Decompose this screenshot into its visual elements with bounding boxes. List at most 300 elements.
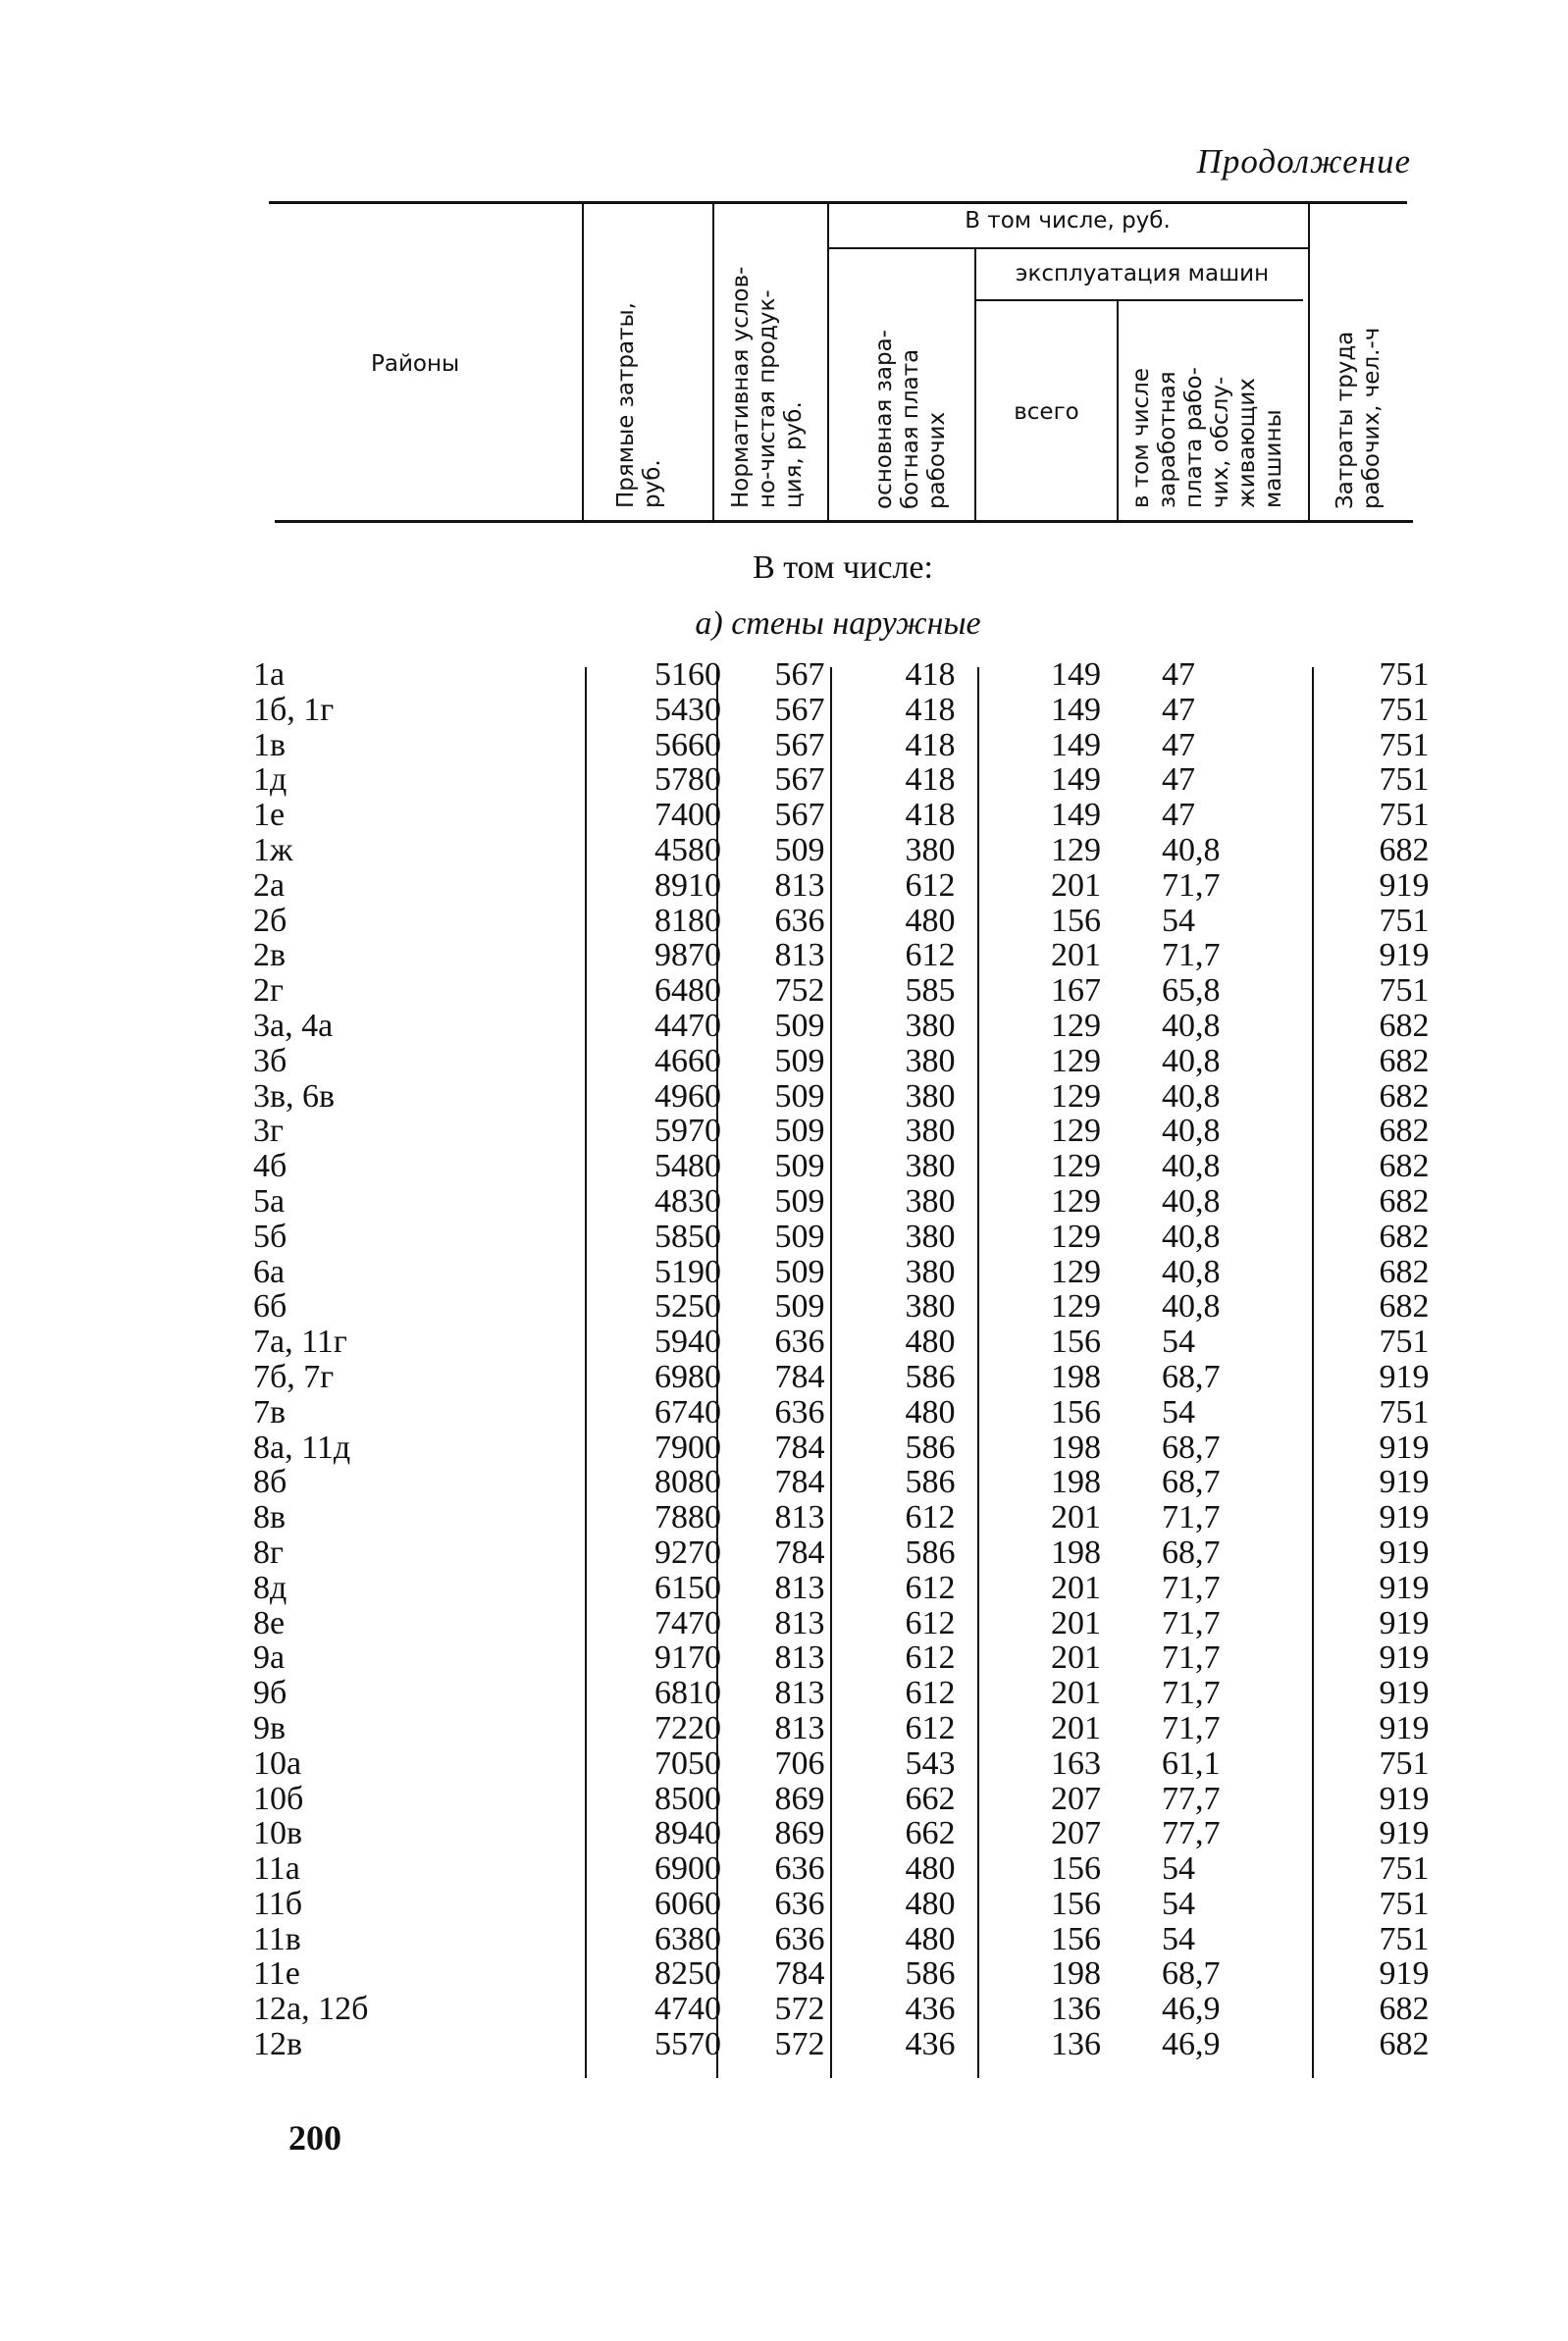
district-cell: 3б (253, 1042, 287, 1079)
table-row (253, 1676, 1458, 1711)
normative-production-cell: 813 (774, 866, 825, 904)
direct-costs-cell: 9870 (654, 937, 721, 974)
machine-wage-cell: 40,8 (1162, 1182, 1221, 1220)
machine-total-cell: 129 (1051, 1042, 1101, 1079)
machine-total-cell: 198 (1051, 1358, 1101, 1395)
normative-production-cell: 813 (774, 937, 825, 974)
labor-costs-cell: 751 (1379, 726, 1430, 763)
base-wage-cell: 586 (905, 1955, 956, 1993)
labor-costs-cell: 751 (1379, 797, 1430, 834)
normative-production-cell: 636 (774, 1885, 825, 1922)
direct-costs-cell: 5570 (654, 2026, 721, 2063)
normative-production-cell: 572 (774, 2026, 825, 2063)
labor-costs-cell: 682 (1379, 1288, 1430, 1326)
normative-production-cell: 567 (774, 656, 825, 693)
base-wage-cell: 418 (905, 726, 956, 763)
district-cell: 6а (253, 1253, 286, 1290)
district-cell: 7а, 11г (253, 1324, 347, 1361)
header-divider-2 (712, 203, 714, 520)
district-cell: 1ж (253, 831, 293, 868)
machine-wage-cell: 40,8 (1162, 1113, 1221, 1150)
labor-costs-cell: 751 (1379, 1393, 1430, 1431)
table-row (253, 973, 1458, 1009)
district-cell: 8д (253, 1569, 287, 1606)
table-row (253, 1956, 1458, 1992)
labor-costs-cell: 682 (1379, 1182, 1430, 1220)
district-cell: 12а, 12б (253, 1991, 369, 2028)
district-cell: 9б (253, 1675, 287, 1712)
machine-total-cell: 201 (1051, 1709, 1101, 1746)
header-including-group: В том числе, руб. (965, 208, 1171, 234)
direct-costs-cell: 5940 (654, 1324, 721, 1361)
direct-costs-cell: 8910 (654, 866, 721, 904)
base-wage-cell: 418 (905, 656, 956, 693)
district-cell: 5б (253, 1218, 287, 1255)
labor-costs-cell: 682 (1379, 1007, 1430, 1044)
machine-wage-cell: 65,8 (1162, 972, 1221, 1010)
machine-total-cell: 129 (1051, 1113, 1101, 1150)
base-wage-cell: 612 (905, 1604, 956, 1641)
base-wage-cell: 612 (905, 1569, 956, 1606)
normative-production-cell: 509 (774, 1182, 825, 1220)
header-divider-3 (827, 203, 829, 520)
machine-total-cell: 136 (1051, 2026, 1101, 2063)
machine-wage-cell: 54 (1162, 1920, 1195, 1957)
base-wage-cell: 662 (905, 1780, 956, 1817)
table-row (253, 1044, 1458, 1079)
labor-costs-cell: 919 (1379, 1358, 1430, 1395)
district-cell: 6б (253, 1288, 287, 1326)
district-cell: 11б (253, 1885, 303, 1922)
header-direct-costs: Прямые затраты, руб. (613, 302, 665, 508)
direct-costs-cell: 5250 (654, 1288, 721, 1326)
base-wage-cell: 380 (905, 1218, 956, 1255)
district-cell: 11е (253, 1955, 300, 1993)
machine-wage-cell: 47 (1162, 797, 1195, 834)
machine-wage-cell: 71,7 (1162, 1639, 1221, 1677)
normative-production-cell: 813 (774, 1639, 825, 1677)
direct-costs-cell: 6810 (654, 1675, 721, 1712)
machine-wage-cell: 46,9 (1162, 2026, 1221, 2063)
table-row (253, 1149, 1458, 1184)
district-cell: 1д (253, 761, 287, 799)
district-cell: 3в, 6в (253, 1077, 336, 1115)
labor-costs-cell: 919 (1379, 1639, 1430, 1677)
table-row (253, 1711, 1458, 1746)
machine-total-cell: 129 (1051, 1182, 1101, 1220)
machine-total-cell: 207 (1051, 1780, 1101, 1817)
direct-costs-cell: 5160 (654, 656, 721, 693)
table-row (253, 1816, 1458, 1851)
machine-total-cell: 198 (1051, 1955, 1101, 1993)
base-wage-cell: 380 (905, 1042, 956, 1079)
header-district: Районы (371, 351, 460, 377)
machine-wage-cell: 77,7 (1162, 1815, 1221, 1852)
data-table (253, 657, 1458, 2062)
machine-wage-cell: 40,8 (1162, 1218, 1221, 1255)
direct-costs-cell: 7900 (654, 1429, 721, 1466)
base-wage-cell: 480 (905, 902, 956, 939)
machine-total-cell: 156 (1051, 1393, 1101, 1431)
labor-costs-cell: 919 (1379, 1604, 1430, 1641)
table-row (253, 1220, 1458, 1255)
machine-total-cell: 163 (1051, 1744, 1101, 1782)
labor-costs-cell: 751 (1379, 1920, 1430, 1957)
labor-costs-cell: 682 (1379, 1042, 1430, 1079)
machine-wage-cell: 40,8 (1162, 1148, 1221, 1185)
direct-costs-cell: 9270 (654, 1534, 721, 1571)
direct-costs-cell: 8250 (654, 1955, 721, 1993)
base-wage-cell: 480 (905, 1393, 956, 1431)
labor-costs-cell: 919 (1379, 1675, 1430, 1712)
machine-wage-cell: 54 (1162, 1393, 1195, 1431)
machine-wage-cell: 54 (1162, 1885, 1195, 1922)
header-bottom-rule (275, 520, 1413, 523)
machine-wage-cell: 71,7 (1162, 1569, 1221, 1606)
labor-costs-cell: 751 (1379, 1324, 1430, 1361)
normative-production-cell: 509 (774, 831, 825, 868)
machine-total-cell: 201 (1051, 1499, 1101, 1536)
machine-total-cell: 198 (1051, 1464, 1101, 1501)
district-cell: 3г (253, 1113, 284, 1150)
machine-wage-cell: 61,1 (1162, 1744, 1221, 1782)
machine-total-cell: 129 (1051, 1077, 1101, 1115)
table-row (253, 1289, 1458, 1325)
normative-production-cell: 509 (774, 1042, 825, 1079)
base-wage-cell: 418 (905, 761, 956, 799)
direct-costs-cell: 6380 (654, 1920, 721, 1957)
district-cell: 1б, 1г (253, 691, 335, 728)
direct-costs-cell: 5190 (654, 1253, 721, 1290)
labor-costs-cell: 919 (1379, 1815, 1430, 1852)
base-wage-cell: 480 (905, 1850, 956, 1888)
machine-total-cell: 156 (1051, 1885, 1101, 1922)
direct-costs-cell: 4470 (654, 1007, 721, 1044)
machine-wage-cell: 54 (1162, 1324, 1195, 1361)
direct-costs-cell: 4960 (654, 1077, 721, 1115)
direct-costs-cell: 7220 (654, 1709, 721, 1746)
table-row (253, 1009, 1458, 1044)
district-cell: 8б (253, 1464, 287, 1501)
table-row (253, 2027, 1458, 2062)
machine-wage-cell: 68,7 (1162, 1955, 1221, 1993)
continuation-label: Продолжение (1196, 142, 1411, 181)
direct-costs-cell: 5780 (654, 761, 721, 799)
base-wage-cell: 418 (905, 797, 956, 834)
machine-total-cell: 156 (1051, 1850, 1101, 1888)
machine-wage-cell: 47 (1162, 761, 1195, 799)
header-divider-5 (1117, 300, 1119, 520)
labor-costs-cell: 682 (1379, 831, 1430, 868)
base-wage-cell: 480 (905, 1324, 956, 1361)
table-row (253, 1922, 1458, 1957)
normative-production-cell: 509 (774, 1077, 825, 1115)
labor-costs-cell: 751 (1379, 691, 1430, 728)
table-row (253, 1571, 1458, 1606)
table-row (253, 833, 1458, 868)
base-wage-cell: 662 (905, 1815, 956, 1852)
normative-production-cell: 572 (774, 1991, 825, 2028)
machine-wage-cell: 47 (1162, 656, 1195, 693)
table-row (253, 693, 1458, 728)
labor-costs-cell: 919 (1379, 866, 1430, 904)
machine-total-cell: 129 (1051, 1148, 1101, 1185)
base-wage-cell: 380 (905, 1288, 956, 1326)
machine-total-cell: 129 (1051, 831, 1101, 868)
labor-costs-cell: 751 (1379, 656, 1430, 693)
direct-costs-cell: 6150 (654, 1569, 721, 1606)
machine-wage-cell: 71,7 (1162, 866, 1221, 904)
district-cell: 7б, 7г (253, 1358, 335, 1395)
machine-total-cell: 156 (1051, 1324, 1101, 1361)
labor-costs-cell: 682 (1379, 1253, 1430, 1290)
normative-production-cell: 752 (774, 972, 825, 1010)
machine-wage-cell: 40,8 (1162, 831, 1221, 868)
direct-costs-cell: 8940 (654, 1815, 721, 1852)
base-wage-cell: 480 (905, 1920, 956, 1957)
base-wage-cell: 612 (905, 1499, 956, 1536)
machine-total-cell: 201 (1051, 1639, 1101, 1677)
direct-costs-cell: 4740 (654, 1991, 721, 2028)
direct-costs-cell: 5970 (654, 1113, 721, 1150)
machine-total-cell: 156 (1051, 902, 1101, 939)
table-row (253, 1500, 1458, 1535)
machine-total-cell: 201 (1051, 866, 1101, 904)
labor-costs-cell: 919 (1379, 1780, 1430, 1817)
table-row (253, 1782, 1458, 1817)
normative-production-cell: 567 (774, 797, 825, 834)
base-wage-cell: 380 (905, 1077, 956, 1115)
header-machine-group: эксплуатация машин (1015, 261, 1270, 286)
machine-total-cell: 129 (1051, 1007, 1101, 1044)
district-cell: 5а (253, 1182, 286, 1220)
header-base-wage: основная зара- ботная плата рабочих (871, 330, 950, 509)
header-machine-wage: в том числе заработная плата рабо- чих, обслу- живающих машины (1128, 367, 1286, 508)
machine-group-rule (974, 299, 1303, 301)
subsection-title: а) стены наружные (695, 605, 981, 642)
district-cell: 2б (253, 902, 287, 939)
machine-total-cell: 198 (1051, 1429, 1101, 1466)
header-labor-costs: Затраты труда рабочих, чел.-ч (1333, 327, 1385, 509)
base-wage-cell: 612 (905, 1639, 956, 1677)
machine-wage-cell: 77,7 (1162, 1780, 1221, 1817)
table-row (253, 1184, 1458, 1220)
machine-total-cell: 201 (1051, 937, 1101, 974)
normative-production-cell: 567 (774, 761, 825, 799)
district-cell: 2а (253, 866, 286, 904)
machine-wage-cell: 40,8 (1162, 1007, 1221, 1044)
direct-costs-cell: 4580 (654, 831, 721, 868)
table-row (253, 1535, 1458, 1571)
normative-production-cell: 784 (774, 1955, 825, 1993)
machine-wage-cell: 68,7 (1162, 1429, 1221, 1466)
table-row (253, 1325, 1458, 1360)
machine-total-cell: 129 (1051, 1218, 1101, 1255)
labor-costs-cell: 682 (1379, 2026, 1430, 2063)
base-wage-cell: 380 (905, 1253, 956, 1290)
base-wage-cell: 418 (905, 691, 956, 728)
normative-production-cell: 636 (774, 1920, 825, 1957)
base-wage-cell: 612 (905, 1709, 956, 1746)
district-cell: 2г (253, 972, 284, 1010)
machine-total-cell: 149 (1051, 761, 1101, 799)
district-cell: 8а, 11д (253, 1429, 351, 1466)
labor-costs-cell: 919 (1379, 1709, 1430, 1746)
base-wage-cell: 436 (905, 1991, 956, 2028)
direct-costs-cell: 6060 (654, 1885, 721, 1922)
header-divider-4 (974, 248, 976, 520)
header-machine-total: всего (1014, 399, 1079, 425)
machine-wage-cell: 46,9 (1162, 1991, 1221, 2028)
normative-production-cell: 784 (774, 1429, 825, 1466)
labor-costs-cell: 682 (1379, 1148, 1430, 1185)
district-cell: 9в (253, 1709, 287, 1746)
base-wage-cell: 380 (905, 831, 956, 868)
machine-total-cell: 207 (1051, 1815, 1101, 1852)
direct-costs-cell: 6900 (654, 1850, 721, 1888)
section-title: В том числе: (753, 549, 933, 586)
base-wage-cell: 380 (905, 1148, 956, 1185)
machine-total-cell: 167 (1051, 972, 1101, 1010)
district-cell: 8в (253, 1499, 287, 1536)
normative-production-cell: 509 (774, 1253, 825, 1290)
district-cell: 7в (253, 1393, 287, 1431)
district-cell: 1е (253, 797, 286, 834)
machine-wage-cell: 71,7 (1162, 1709, 1221, 1746)
machine-total-cell: 136 (1051, 1991, 1101, 2028)
machine-wage-cell: 71,7 (1162, 937, 1221, 974)
table-row (253, 868, 1458, 904)
normative-production-cell: 509 (774, 1148, 825, 1185)
normative-production-cell: 784 (774, 1534, 825, 1571)
labor-costs-cell: 919 (1379, 1464, 1430, 1501)
normative-production-cell: 509 (774, 1288, 825, 1326)
machine-wage-cell: 54 (1162, 1850, 1195, 1888)
normative-production-cell: 784 (774, 1358, 825, 1395)
base-wage-cell: 380 (905, 1007, 956, 1044)
machine-total-cell: 156 (1051, 1920, 1101, 1957)
direct-costs-cell: 7400 (654, 797, 721, 834)
table-row (253, 1114, 1458, 1149)
machine-total-cell: 129 (1051, 1253, 1101, 1290)
labor-costs-cell: 751 (1379, 972, 1430, 1010)
labor-costs-cell: 751 (1379, 1744, 1430, 1782)
base-wage-cell: 612 (905, 1675, 956, 1712)
base-wage-cell: 380 (905, 1182, 956, 1220)
district-cell: 8г (253, 1534, 284, 1571)
table-row (253, 1395, 1458, 1431)
normative-production-cell: 706 (774, 1744, 825, 1782)
district-cell: 1в (253, 726, 287, 763)
base-wage-cell: 586 (905, 1464, 956, 1501)
direct-costs-cell: 6980 (654, 1358, 721, 1395)
machine-wage-cell: 71,7 (1162, 1604, 1221, 1641)
labor-costs-cell: 682 (1379, 1113, 1430, 1150)
labor-costs-cell: 751 (1379, 902, 1430, 939)
normative-production-cell: 636 (774, 1850, 825, 1888)
direct-costs-cell: 7880 (654, 1499, 721, 1536)
district-cell: 10б (253, 1780, 304, 1817)
header-top-rule (269, 201, 1407, 204)
table-row (253, 1640, 1458, 1676)
machine-total-cell: 149 (1051, 726, 1101, 763)
normative-production-cell: 813 (774, 1499, 825, 1536)
normative-production-cell: 636 (774, 1324, 825, 1361)
normative-production-cell: 567 (774, 691, 825, 728)
header-divider-1 (582, 203, 584, 520)
table-row (253, 762, 1458, 798)
normative-production-cell: 869 (774, 1815, 825, 1852)
district-cell: 11а (253, 1850, 300, 1888)
table-row (253, 1079, 1458, 1115)
table-row (253, 657, 1458, 693)
base-wage-cell: 436 (905, 2026, 956, 2063)
direct-costs-cell: 8080 (654, 1464, 721, 1501)
machine-wage-cell: 71,7 (1162, 1675, 1221, 1712)
machine-wage-cell: 68,7 (1162, 1464, 1221, 1501)
labor-costs-cell: 919 (1379, 1955, 1430, 1993)
machine-wage-cell: 40,8 (1162, 1077, 1221, 1115)
machine-wage-cell: 47 (1162, 726, 1195, 763)
direct-costs-cell: 4660 (654, 1042, 721, 1079)
normative-production-cell: 813 (774, 1675, 825, 1712)
normative-production-cell: 636 (774, 1393, 825, 1431)
table-row (253, 1465, 1458, 1500)
base-wage-cell: 586 (905, 1358, 956, 1395)
table-row (253, 1887, 1458, 1922)
district-cell: 12в (253, 2026, 303, 2063)
machine-wage-cell: 40,8 (1162, 1288, 1221, 1326)
machine-wage-cell: 54 (1162, 902, 1195, 939)
header-normative-production: Нормативная услов- но-чистая продук- ция, руб. (728, 266, 807, 508)
base-wage-cell: 543 (905, 1744, 956, 1782)
table-row (253, 1606, 1458, 1641)
direct-costs-cell: 4830 (654, 1182, 721, 1220)
table-row (253, 1360, 1458, 1395)
labor-costs-cell: 919 (1379, 1569, 1430, 1606)
labor-costs-cell: 919 (1379, 937, 1430, 974)
labor-costs-cell: 919 (1379, 1429, 1430, 1466)
header-divider-6 (1308, 203, 1310, 520)
labor-costs-cell: 682 (1379, 1218, 1430, 1255)
machine-total-cell: 201 (1051, 1675, 1101, 1712)
machine-total-cell: 149 (1051, 797, 1101, 834)
labor-costs-cell: 919 (1379, 1534, 1430, 1571)
labor-costs-cell: 682 (1379, 1077, 1430, 1115)
district-cell: 1а (253, 656, 286, 693)
machine-wage-cell: 40,8 (1162, 1042, 1221, 1079)
machine-wage-cell: 71,7 (1162, 1499, 1221, 1536)
direct-costs-cell: 8180 (654, 902, 721, 939)
table-row (253, 798, 1458, 833)
direct-costs-cell: 5480 (654, 1148, 721, 1185)
direct-costs-cell: 5850 (654, 1218, 721, 1255)
table-row (253, 938, 1458, 973)
direct-costs-cell: 5660 (654, 726, 721, 763)
machine-total-cell: 149 (1051, 656, 1101, 693)
normative-production-cell: 813 (774, 1604, 825, 1641)
machine-total-cell: 129 (1051, 1288, 1101, 1326)
labor-costs-cell: 751 (1379, 1885, 1430, 1922)
table-row (253, 728, 1458, 763)
machine-wage-cell: 68,7 (1162, 1534, 1221, 1571)
base-wage-cell: 480 (905, 1885, 956, 1922)
district-cell: 4б (253, 1148, 287, 1185)
normative-production-cell: 636 (774, 902, 825, 939)
table-row (253, 1431, 1458, 1466)
machine-wage-cell: 40,8 (1162, 1253, 1221, 1290)
normative-production-cell: 509 (774, 1007, 825, 1044)
